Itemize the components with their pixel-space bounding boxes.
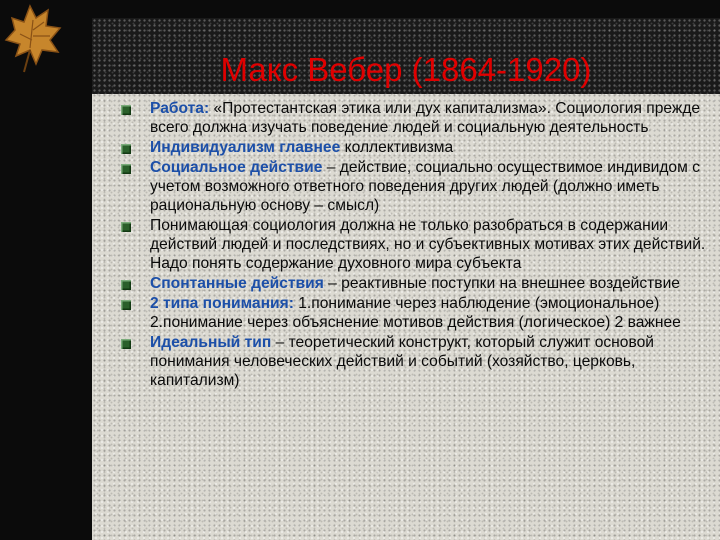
bullet-text: [150, 158, 712, 215]
bullet-body: – теоретический конструкт, который служит основой понимания человеческих действий и событий (хозяйство, церковь, капитализм): [150, 334, 654, 389]
bullet-body: Понимающая социология должна не только разобраться в содержании действий людей и последствиях, но и субъективных мотивах этих действий. Надо понять содержание духовного мира субъекта: [150, 217, 706, 272]
bullet-item: [0, 158, 720, 215]
bullet-keyword: Спонтанные действия: [150, 275, 324, 292]
top-dark-band: [0, 0, 720, 18]
bullet-item: [0, 294, 720, 332]
bullet-text: [150, 138, 712, 157]
square-bullet-icon: [121, 222, 131, 232]
square-bullet-icon: [121, 164, 131, 174]
bullet-keyword: Работа:: [150, 100, 210, 117]
bullet-body: коллективизма: [340, 139, 454, 156]
autumn-leaf-icon: [0, 0, 70, 75]
bullet-keyword: Индивидуализм главнее: [150, 139, 341, 156]
bullet-keyword: Идеальный тип: [150, 334, 272, 351]
bullet-item: [0, 99, 720, 137]
bullet-body: – реактивные поступки на внешнее воздействие: [323, 275, 680, 292]
bullet-text: [150, 216, 712, 273]
bullet-item: [0, 216, 720, 273]
square-bullet-icon: [121, 144, 131, 154]
bullet-item: [0, 333, 720, 390]
bullet-body: – действие, социально осуществимое индивидом с учетом возможного ответного поведения других людей (должно иметь рациональную основу – смысл): [150, 159, 700, 214]
slide-title: Макс Вебер (1864-1920): [220, 51, 592, 88]
bullet-item: [0, 274, 720, 293]
bullet-text: [150, 294, 712, 332]
bullet-text: [150, 99, 712, 137]
bullet-text: [150, 274, 712, 293]
bullet-body: «Протестантская этика или дух капитализма». Социология прежде всего должна изучать поведение людей и социальную деятельность: [150, 100, 701, 136]
square-bullet-icon: [121, 339, 131, 349]
bullet-keyword: 2 типа понимания:: [150, 295, 294, 312]
square-bullet-icon: [121, 300, 131, 310]
bullet-item: [0, 138, 720, 157]
bullet-list: [0, 99, 720, 391]
bullet-keyword: Социальное действие: [150, 159, 323, 176]
bullet-text: [150, 333, 712, 390]
square-bullet-icon: [121, 280, 131, 290]
square-bullet-icon: [121, 105, 131, 115]
bullet-body: 1.понимание через наблюдение (эмоциональное) 2.понимание через объяснение мотивов действия (логическое) 2 важнее: [150, 295, 681, 331]
